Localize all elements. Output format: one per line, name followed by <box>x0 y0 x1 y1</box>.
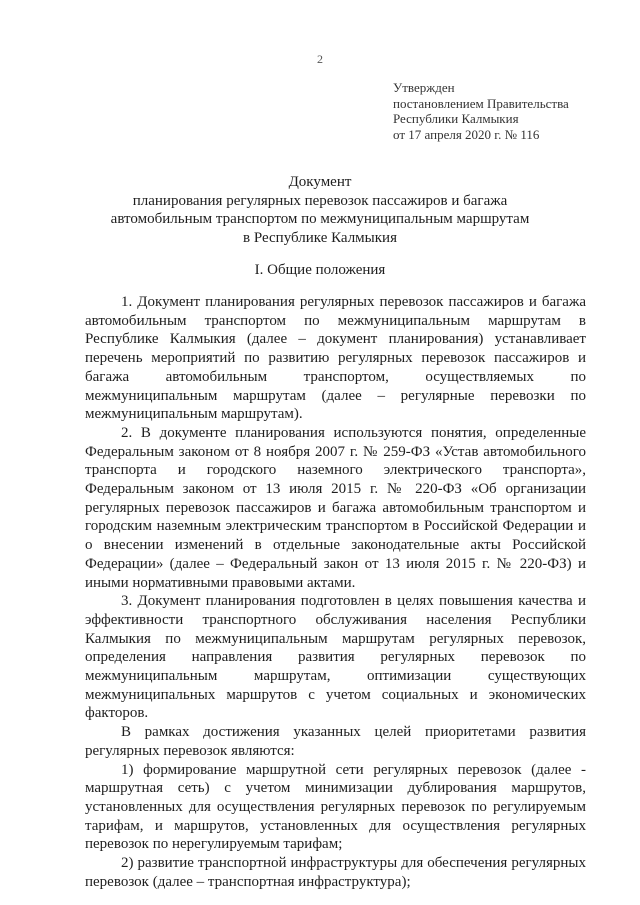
paragraph: 2. В документе планирования используются понятия, определенные Федеральным законом от 8 ноября 2007 г. № 259-ФЗ «Устав автомобильного транспорта и городского наземного электрического транспорта», Федеральным законом от 13 июля 2015 г. № 220-ФЗ «Об организации регулярных перевозок пассажиров и багажа автомобильным транспортом и городским наземным электрическим транспортом в Российской Федерации и о внесении изменений в отдельные законодательные акты Российской Федерации» (далее – Федеральный закон от 13 июля 2015 г. № 220-ФЗ) и иными нормативными правовыми актами. <box>85 424 586 591</box>
approval-line: от 17 апреля 2020 г. № 116 <box>393 126 540 142</box>
approval-stamp <box>393 80 613 142</box>
section-heading: I. Общие положения <box>254 262 386 278</box>
body-text <box>85 293 586 892</box>
document-title <box>100 173 540 247</box>
approval-line: Утвержден <box>393 80 455 95</box>
paragraph: 1. Документ планирования регулярных перевозок пассажиров и багажа автомобильным транспортом по межмуниципальным маршрутам в Республике Калмыкия (далее – документ планирования) устанавливает перечень мероприятий по развитию регулярных перевозок пассажиров и багажа автомобильным транспортом, осуществляемых по межмуниципальным маршрутам (далее – регулярные перевозки по межмуниципальным маршрутам). <box>85 294 586 423</box>
paragraph: 3. Документ планирования подготовлен в целях повышения качества и эффективности транспортного обслуживания населения Республики Калмыкия по межмуниципальным маршрутам регулярных перевозок, определения направления развития регулярных перевозок по межмуниципальным маршрутам, оптимизации существующих межмуниципальных маршрутов с учетом социальных и экономических факторов. <box>85 593 586 722</box>
approval-line: постановлением Правительства <box>393 95 569 111</box>
title-line: в Республике Калмыкия <box>243 229 397 246</box>
paragraph: 1) формирование маршрутной сети регулярных перевозок (далее - маршрутная сеть) с учетом минимизации дублирования маршрутов, установленных для осуществления регулярных перевозок по регулируемым тарифам, и маршрутов, установленных для осуществления регулярных перевозок по нерегулируемым тарифам; <box>85 761 586 853</box>
approval-line: Республики Калмыкия <box>393 111 519 126</box>
paragraph: В рамках достижения указанных целей приоритетами развития регулярных перевозок являются: <box>85 724 586 759</box>
page-number: 2 <box>317 52 323 66</box>
title-line: автомобильным транспортом по межмуниципальным маршрутам <box>110 211 530 227</box>
paragraph: 2) развитие транспортной инфраструктуры для обеспечения регулярных перевозок (далее – транспортная инфраструктура); <box>85 855 586 890</box>
title-line: планирования регулярных перевозок пассажиров и багажа <box>132 192 508 209</box>
title-line: Документ <box>288 174 352 190</box>
